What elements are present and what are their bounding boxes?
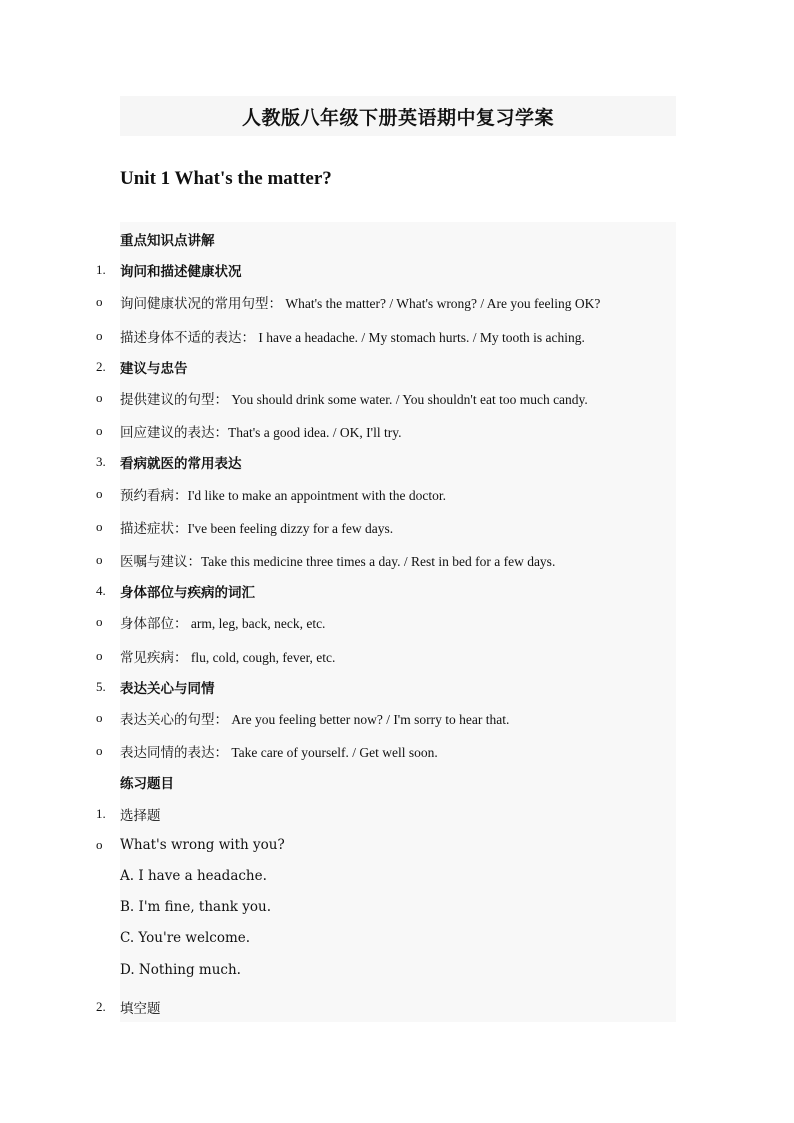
bullet-text (120, 388, 588, 408)
bullet-label: 询问健康状况的常用句型： (120, 296, 282, 312)
list-number: 1. (96, 806, 106, 821)
list-number: 4. (96, 583, 106, 598)
bullet-item (0, 324, 794, 348)
bullet-example: Take this medicine three times a day. / Rest in bed for a few days. (201, 554, 556, 569)
section-heading-knowledge: 重点知识点讲解 (120, 233, 215, 249)
bullet-marker: o (96, 519, 103, 534)
bullet-text (120, 292, 600, 312)
list-item-heading (0, 355, 794, 379)
bullet-item (0, 482, 794, 506)
question-text: What's wrong with you? (120, 837, 285, 853)
bullet-text (120, 326, 585, 346)
bullet-label: 表达同情的表达： (120, 745, 228, 761)
bullet-marker: o (96, 648, 103, 663)
bullet-marker: o (96, 328, 103, 343)
bullet-marker: o (96, 423, 103, 438)
option-d: D. Nothing much. (120, 962, 241, 978)
bullet-text (120, 421, 401, 441)
bullet-marker: o (96, 710, 103, 725)
bullet-text (120, 741, 438, 761)
bullet-text (120, 550, 555, 570)
list-number: 3. (96, 454, 106, 469)
bullet-example: You should drink some water. / You shouldn't eat too much candy. (228, 392, 588, 407)
bullet-item (0, 706, 794, 730)
list-item-title: 看病就医的常用表达 (120, 456, 242, 472)
list-item-title: 询问和描述健康状况 (120, 264, 242, 280)
option-b: B. I'm fine, thank you. (120, 899, 271, 915)
title-band (120, 96, 676, 136)
bullet-text (120, 484, 446, 504)
exercise-heading (0, 995, 794, 1019)
bullet-text (120, 646, 335, 666)
answer-option (0, 864, 794, 888)
bullet-item (0, 419, 794, 443)
option-c: C. You're welcome. (120, 930, 251, 946)
list-item-heading (0, 450, 794, 474)
bullet-label: 表达关心的句型： (120, 712, 228, 728)
bullet-example: That's a good idea. / OK, I'll try. (228, 425, 402, 440)
list-item-title: 身体部位与疾病的词汇 (120, 585, 255, 601)
bullet-label: 常见疾病： (120, 650, 188, 666)
bullet-text (120, 612, 325, 632)
bullet-example: flu, cold, cough, fever, etc. (187, 650, 336, 665)
bullet-marker: o (96, 294, 103, 309)
bullet-item (0, 644, 794, 668)
list-item-heading (0, 675, 794, 699)
bullet-marker: o (96, 552, 103, 567)
bullet-marker: o (96, 743, 103, 758)
bullet-example: Take care of yourself. / Get well soon. (228, 745, 438, 760)
bullet-item (0, 739, 794, 763)
question-item (0, 833, 794, 857)
section-heading-exercises: 练习题目 (120, 776, 174, 792)
list-number: 1. (96, 262, 106, 277)
bullet-item (0, 290, 794, 314)
list-item-heading (0, 258, 794, 282)
list-item-heading (0, 579, 794, 603)
bullet-example: I have a headache. / My stomach hurts. / My tooth is aching. (255, 330, 585, 345)
bullet-item (0, 515, 794, 539)
list-number: 2. (96, 359, 106, 374)
exercise-heading (0, 802, 794, 826)
bullet-marker: o (96, 390, 103, 405)
bullet-example: arm, leg, back, neck, etc. (187, 616, 326, 631)
bullet-example: Are you feeling better now? / I'm sorry to hear that. (228, 712, 510, 727)
bullet-label: 回应建议的表达： (120, 425, 228, 441)
bullet-item (0, 548, 794, 572)
bullet-label: 预约看病： (120, 488, 188, 504)
section-heading-row (0, 770, 794, 794)
bullet-text (120, 517, 393, 537)
bullet-example: I'd like to make an appointment with the doctor. (187, 488, 446, 503)
document-title: 人教版八年级下册英语期中复习学案 (241, 106, 554, 129)
bullet-label: 描述身体不适的表达： (120, 330, 255, 346)
list-item-title: 表达关心与同情 (120, 681, 215, 697)
bullet-label: 身体部位： (120, 616, 188, 632)
unit-title: Unit 1 What's the matter? (120, 168, 332, 189)
answer-option (0, 926, 794, 950)
list-item-title: 建议与忠告 (120, 361, 188, 377)
bullet-example: I've been feeling dizzy for a few days. (187, 521, 394, 536)
bullet-label: 提供建议的句型： (120, 392, 228, 408)
answer-option (0, 958, 794, 982)
bullet-item (0, 610, 794, 634)
option-a: A. I have a headache. (120, 868, 267, 884)
bullet-item (0, 386, 794, 410)
bullet-label: 医嘱与建议： (120, 554, 201, 570)
list-number: 2. (96, 999, 106, 1014)
answer-option (0, 895, 794, 919)
section-heading-row (0, 227, 794, 251)
bullet-text (120, 708, 509, 728)
bullet-marker: o (96, 837, 103, 852)
bullet-example: What's the matter? / What's wrong? / Are you feeling OK? (282, 296, 601, 311)
bullet-label: 描述症状： (120, 521, 188, 537)
list-number: 5. (96, 679, 106, 694)
exercise-title: 填空题 (120, 1001, 161, 1017)
bullet-marker: o (96, 614, 103, 629)
exercise-title: 选择题 (120, 808, 161, 824)
bullet-marker: o (96, 486, 103, 501)
